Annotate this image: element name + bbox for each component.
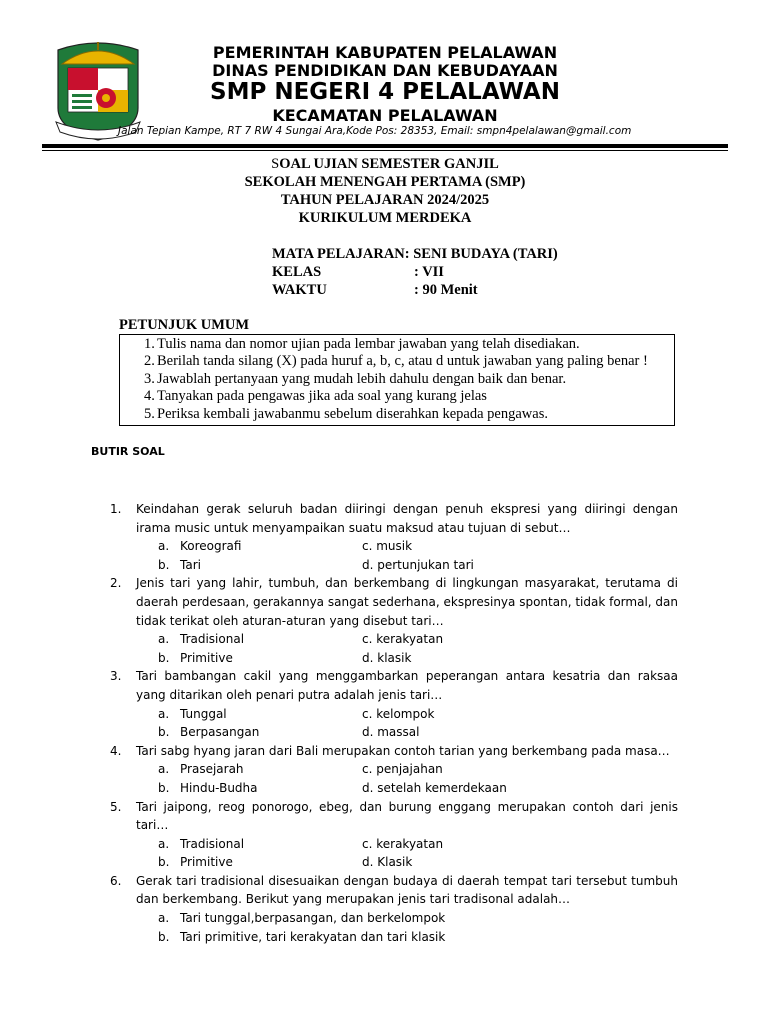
question-text: Gerak tari tradisional disesuaikan dengan budaya di daerah tempat tari tersebut tumbuh dan berkembang. Berikut yang merupakan jenis tari tradisonal adalah… xyxy=(136,873,678,907)
instruction-item xyxy=(144,353,674,370)
instruction-number: 1. xyxy=(144,336,155,352)
instruction-text: Periksa kembali jawabanmu sebelum diserahkan kepada pengawas. xyxy=(157,405,548,422)
option-b xyxy=(158,928,445,947)
option-b xyxy=(158,853,233,872)
exam-title xyxy=(200,157,570,172)
option-letter: a. xyxy=(158,632,170,647)
option-a xyxy=(158,760,244,779)
instruction-number: 4. xyxy=(144,388,155,405)
curriculum: KURIKULUM MERDEKA xyxy=(298,210,472,226)
instruction-item xyxy=(144,336,674,353)
time-value: : 90 Menit xyxy=(414,282,478,298)
time-label: WAKTU xyxy=(272,282,327,298)
question-item xyxy=(110,574,678,667)
option-c: c. kerakyatan xyxy=(362,836,444,851)
section-label: BUTIR SOAL xyxy=(91,445,165,458)
question-number: 1. xyxy=(110,502,122,516)
instructions-list xyxy=(144,336,674,423)
district-name: KECAMATAN PELALAWAN xyxy=(272,106,498,125)
question-number: 6. xyxy=(110,873,122,888)
option-text: Tradisional xyxy=(180,836,245,851)
question-number: 2. xyxy=(110,576,122,591)
school-name: SMP NEGERI 4 PELALAWAN xyxy=(210,79,560,105)
question-list xyxy=(110,500,678,946)
option-row xyxy=(136,928,678,947)
instructions-title: PETUNJUK UMUM xyxy=(119,317,250,333)
option-row xyxy=(136,649,678,668)
option-a xyxy=(158,705,227,724)
time-line xyxy=(272,283,478,298)
exam-title-initial: S xyxy=(271,156,280,172)
question-item xyxy=(110,500,678,574)
option-c: c. kelompok xyxy=(362,706,435,721)
option-letter: b. xyxy=(158,855,170,870)
option-text: Hindu-Budha xyxy=(180,780,258,795)
option-d: d. massal xyxy=(362,725,420,740)
option-row xyxy=(136,779,678,798)
option-text: Tari primitive, tari kerakyatan dan tari klasik xyxy=(180,929,446,944)
option-row xyxy=(136,723,678,742)
question-number: 4. xyxy=(110,743,122,758)
option-row xyxy=(136,556,678,575)
question-item xyxy=(110,742,678,798)
question-text: Jenis tari yang lahir, tumbuh, dan berkembang di lingkungan masyarakat, terutama di daerah perdesaan, gerakannya sangat sederhana, ekspresinya spontan, tidak formal, dan tidak terikat oleh aturan-aturan yang disebut tari… xyxy=(136,576,678,628)
school-address: Jalan Tepian Kampe, RT 7 RW 4 Sungai Ara,Kode Pos: 28353, Email: smpn4pelalawan@gmail.com xyxy=(118,125,632,137)
option-d: d. pertunjukan tari xyxy=(362,557,474,572)
option-c: c. musik xyxy=(362,539,413,554)
option-a xyxy=(158,909,445,928)
instruction-text: Tulis nama dan nomor ujian pada lembar jawaban yang telah disediakan. xyxy=(157,336,580,352)
option-c: c. kerakyatan xyxy=(362,632,444,647)
option-row xyxy=(136,760,678,779)
class-label: KELAS xyxy=(272,264,322,280)
option-letter: a. xyxy=(158,539,170,554)
option-letter: a. xyxy=(158,836,170,851)
question-item xyxy=(110,872,678,946)
option-row xyxy=(136,853,678,872)
option-d: d. setelah kemerdekaan xyxy=(362,780,507,795)
header-divider-thin xyxy=(42,150,728,151)
header-divider-thick xyxy=(42,144,728,148)
class-value: : VII xyxy=(414,264,444,280)
option-text: Tari xyxy=(180,557,201,572)
option-letter: b. xyxy=(158,650,170,665)
option-c: c. penjajahan xyxy=(362,762,443,777)
option-text: Primitive xyxy=(180,650,233,665)
option-a xyxy=(158,537,241,556)
instruction-text: Jawablah pertanyaan yang mudah lebih dahulu dengan baik dan benar. xyxy=(157,370,567,387)
instruction-text: Berilah tanda silang (X) pada huruf a, b, c, atau d untuk jawaban yang paling benar ! xyxy=(157,353,648,370)
option-row xyxy=(136,705,678,724)
option-d: d. klasik xyxy=(362,650,412,665)
option-b xyxy=(158,779,258,798)
option-letter: a. xyxy=(158,911,170,926)
instruction-number: 3. xyxy=(144,370,155,387)
option-text: Tunggal xyxy=(180,706,227,721)
option-b xyxy=(158,556,201,575)
option-text: Koreografi xyxy=(180,539,242,554)
option-text: Prasejarah xyxy=(180,762,244,777)
government-name: PEMERINTAH KABUPATEN PELALAWAN xyxy=(212,43,558,62)
exam-title-rest: OAL UJIAN SEMESTER GANJIL xyxy=(279,156,499,172)
question-text: Tari jaipong, reog ponorogo, ebeg, dan burung enggang merupakan contoh dari jenis tari… xyxy=(136,799,678,833)
option-text: Primitive xyxy=(180,855,233,870)
option-a xyxy=(158,630,244,649)
instructions-box xyxy=(119,334,675,426)
option-b xyxy=(158,723,259,742)
question-item xyxy=(110,798,678,872)
option-d: d. Klasik xyxy=(362,855,413,870)
option-row xyxy=(136,909,678,928)
option-letter: b. xyxy=(158,929,170,944)
class-line xyxy=(272,265,444,280)
option-row xyxy=(136,835,678,854)
instruction-text: Tanyakan pada pengawas jika ada soal yang kurang jelas xyxy=(157,388,487,405)
school-level: SEKOLAH MENENGAH PERTAMA (SMP) xyxy=(244,174,526,190)
option-row xyxy=(136,630,678,649)
instruction-number: 5. xyxy=(144,405,155,422)
option-letter: b. xyxy=(158,725,170,740)
academic-year: TAHUN PELAJARAN 2024/2025 xyxy=(280,192,490,208)
option-a xyxy=(158,835,244,854)
option-text: Tari tunggal,berpasangan, dan berkelompok xyxy=(180,911,446,926)
question-number: 5. xyxy=(110,799,122,814)
instruction-item xyxy=(144,371,674,388)
department-name: DINAS PENDIDIKAN DAN KEBUDAYAAN xyxy=(212,61,558,80)
option-letter: b. xyxy=(158,780,170,795)
question-number: 3. xyxy=(110,669,122,684)
option-letter: a. xyxy=(158,706,170,721)
option-row xyxy=(136,537,678,556)
option-text: Berpasangan xyxy=(180,725,260,740)
question-text: Keindahan gerak seluruh badan diiringi dengan penuh ekspresi yang diiringi dengan irama music untuk menyampaikan suatu maksud atau tujuan di sebut… xyxy=(136,502,678,535)
option-text: Tradisional xyxy=(180,632,245,647)
question-text: Tari sabg hyang jaran dari Bali merupakan contoh tarian yang berkembang pada masa… xyxy=(136,743,670,758)
question-text: Tari bambangan cakil yang menggambarkan peperangan antara kesatria dan raksaa yang ditarikan oleh penari putra adalah jenis tari… xyxy=(136,669,678,702)
instruction-item xyxy=(144,406,674,423)
option-letter: a. xyxy=(158,762,170,777)
question-item xyxy=(110,667,678,741)
option-letter: b. xyxy=(158,557,170,572)
option-b xyxy=(158,649,233,668)
instruction-item xyxy=(144,388,674,405)
instruction-number: 2. xyxy=(144,353,155,370)
subject-line: MATA PELAJARAN: SENI BUDAYA (TARI) xyxy=(272,246,558,262)
